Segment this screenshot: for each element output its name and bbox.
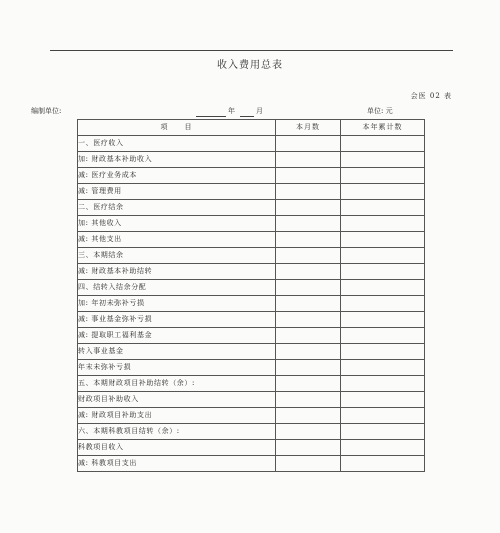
row-item-label: 科教项目收入 bbox=[78, 440, 276, 456]
table-row bbox=[78, 152, 425, 168]
header-current-month: 本月数 bbox=[276, 120, 341, 136]
row-item-label: 减: 事业基金弥补亏损 bbox=[78, 312, 276, 328]
current-month-cell bbox=[276, 360, 341, 376]
year-to-date-cell bbox=[341, 248, 425, 264]
meta-row bbox=[0, 106, 500, 118]
current-month-cell bbox=[276, 184, 341, 200]
year-to-date-cell bbox=[341, 264, 425, 280]
row-item-label: 二、医疗结余 bbox=[78, 200, 276, 216]
year-to-date-cell bbox=[341, 344, 425, 360]
current-month-cell bbox=[276, 424, 341, 440]
table-row bbox=[78, 280, 425, 296]
year-blank-line bbox=[196, 116, 226, 117]
current-month-cell bbox=[276, 280, 341, 296]
report-title: 收入费用总表 bbox=[217, 60, 283, 71]
current-month-cell bbox=[276, 168, 341, 184]
preparing-unit-label: 编制单位: bbox=[31, 107, 62, 115]
row-item-label: 减: 医疗业务成本 bbox=[78, 168, 276, 184]
row-item-label: 五、本期财政项目补助结转（余）: bbox=[78, 376, 276, 392]
form-number: 会医 02 表 bbox=[410, 92, 452, 100]
current-month-cell bbox=[276, 344, 341, 360]
current-month-cell bbox=[276, 392, 341, 408]
table-row bbox=[78, 200, 425, 216]
current-month-cell bbox=[276, 440, 341, 456]
row-item-label: 加: 年初未弥补亏损 bbox=[78, 296, 276, 312]
header-item: 项 目 bbox=[78, 120, 276, 136]
month-label: 月 bbox=[256, 107, 263, 115]
current-month-cell bbox=[276, 200, 341, 216]
table-row bbox=[78, 232, 425, 248]
row-item-label: 减: 管理费用 bbox=[78, 184, 276, 200]
current-month-cell bbox=[276, 248, 341, 264]
year-to-date-cell bbox=[341, 184, 425, 200]
year-to-date-cell bbox=[341, 376, 425, 392]
current-month-cell bbox=[276, 264, 341, 280]
row-item-label: 四、结转入结余分配 bbox=[78, 280, 276, 296]
table-header-row bbox=[78, 120, 425, 136]
table-row bbox=[78, 328, 425, 344]
current-month-cell bbox=[276, 152, 341, 168]
row-item-label: 减: 财政基本补助结转 bbox=[78, 264, 276, 280]
table-row bbox=[78, 344, 425, 360]
row-item-label: 减: 财政项目补助支出 bbox=[78, 408, 276, 424]
year-to-date-cell bbox=[341, 200, 425, 216]
income-expense-table bbox=[77, 119, 425, 472]
current-month-cell bbox=[276, 136, 341, 152]
row-item-label: 一、医疗收入 bbox=[78, 136, 276, 152]
current-month-cell bbox=[276, 216, 341, 232]
year-to-date-cell bbox=[341, 136, 425, 152]
row-item-label: 六、本期科教项目结转（余）: bbox=[78, 424, 276, 440]
top-rule bbox=[50, 50, 453, 51]
row-item-label: 三、本期结余 bbox=[78, 248, 276, 264]
row-item-label: 财政项目补助收入 bbox=[78, 392, 276, 408]
currency-unit-label: 单位: 元 bbox=[367, 107, 393, 115]
current-month-cell bbox=[276, 376, 341, 392]
year-to-date-cell bbox=[341, 280, 425, 296]
year-to-date-cell bbox=[341, 440, 425, 456]
year-to-date-cell bbox=[341, 424, 425, 440]
year-to-date-cell bbox=[341, 312, 425, 328]
table-row bbox=[78, 312, 425, 328]
year-to-date-cell bbox=[341, 168, 425, 184]
year-to-date-cell bbox=[341, 456, 425, 472]
year-to-date-cell bbox=[341, 152, 425, 168]
year-to-date-cell bbox=[341, 296, 425, 312]
table-row bbox=[78, 456, 425, 472]
table-row bbox=[78, 424, 425, 440]
current-month-cell bbox=[276, 312, 341, 328]
year-to-date-cell bbox=[341, 328, 425, 344]
row-item-label: 减: 科教项目支出 bbox=[78, 456, 276, 472]
current-month-cell bbox=[276, 328, 341, 344]
current-month-cell bbox=[276, 456, 341, 472]
current-month-cell bbox=[276, 296, 341, 312]
year-to-date-cell bbox=[341, 408, 425, 424]
table-body bbox=[78, 136, 425, 472]
header-year-to-date: 本年累计数 bbox=[341, 120, 425, 136]
table-row bbox=[78, 168, 425, 184]
row-item-label: 减: 提取职工福利基金 bbox=[78, 328, 276, 344]
year-to-date-cell bbox=[341, 392, 425, 408]
table-row bbox=[78, 296, 425, 312]
row-item-label: 减: 其他支出 bbox=[78, 232, 276, 248]
table-row bbox=[78, 440, 425, 456]
row-item-label: 加: 其他收入 bbox=[78, 216, 276, 232]
year-to-date-cell bbox=[341, 216, 425, 232]
table-row bbox=[78, 136, 425, 152]
year-to-date-cell bbox=[341, 232, 425, 248]
table-row bbox=[78, 216, 425, 232]
row-item-label: 转入事业基金 bbox=[78, 344, 276, 360]
row-item-label: 加: 财政基本补助收入 bbox=[78, 152, 276, 168]
table-row bbox=[78, 264, 425, 280]
month-blank-line bbox=[240, 116, 254, 117]
current-month-cell bbox=[276, 408, 341, 424]
table-row bbox=[78, 360, 425, 376]
table-row bbox=[78, 248, 425, 264]
table-row bbox=[78, 392, 425, 408]
row-item-label: 年末未弥补亏损 bbox=[78, 360, 276, 376]
table-row bbox=[78, 408, 425, 424]
year-to-date-cell bbox=[341, 360, 425, 376]
table-row bbox=[78, 376, 425, 392]
table-row bbox=[78, 184, 425, 200]
year-label: 年 bbox=[228, 107, 235, 115]
current-month-cell bbox=[276, 232, 341, 248]
